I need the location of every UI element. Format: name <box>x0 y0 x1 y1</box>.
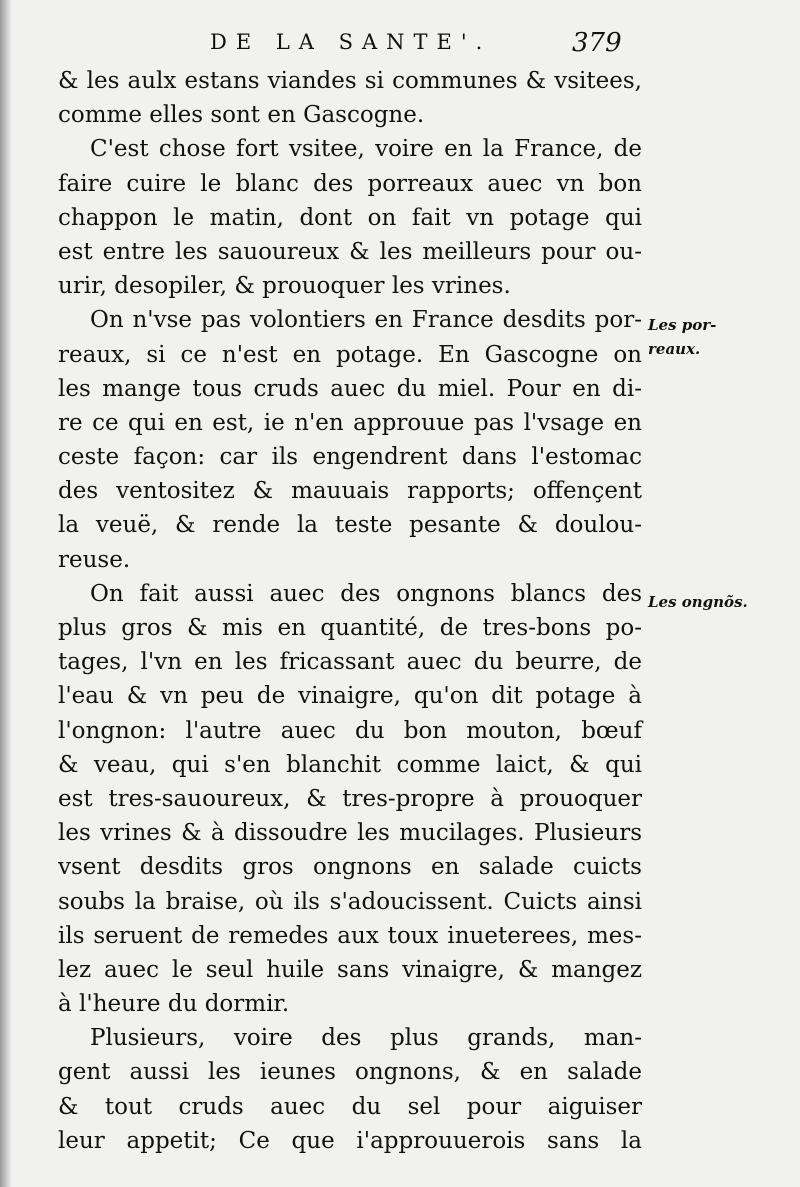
text-line: vsent desdits gros ongnons en salade cuicts <box>58 854 642 881</box>
text-line: leur appetit; Ce que i'approuuerois sans la <box>58 1127 642 1154</box>
text-line: l'ongnon: l'autre auec du bon mouton, bœuf <box>58 717 642 744</box>
text-line: & veau, qui s'en blanchit comme laict, & qui <box>58 751 642 778</box>
text-line: des ventositez & mauuais rapports; offençent <box>58 478 642 505</box>
text-line: est tres-sauoureux, & tres-propre à prouoquer <box>58 785 642 812</box>
body-text <box>58 64 642 1158</box>
text-line: l'eau & vn peu de vinaigre, qu'on dit potage à <box>58 683 642 710</box>
running-title: DE LA SANTE'. <box>210 30 492 54</box>
text-line: les vrines & à dissoudre les mucilages. Plusieurs <box>58 820 642 847</box>
page-gutter-shadow <box>0 0 12 1187</box>
text-line: reuse. <box>58 546 131 573</box>
text-line: lez auec le seul huile sans vinaigre, & mangez <box>58 956 642 983</box>
margin-note <box>648 590 748 614</box>
text-line: On n'vse pas volontiers en France desdits por- <box>90 307 642 334</box>
text-line: faire cuire le blanc des porreaux auec vn bon <box>58 170 642 197</box>
text-line: & tout cruds auec du sel pour aiguiser <box>58 1093 642 1120</box>
text-line: soubs la braise, où ils s'adoucissent. Cuicts ainsi <box>58 888 642 915</box>
margin-note-line: reaux. <box>648 340 701 359</box>
text-line: Plusieurs, voire des plus grands, man- <box>90 1025 642 1052</box>
margin-note <box>648 313 716 361</box>
text-line: C'est chose fort vsitee, voire en la France, de <box>90 136 642 163</box>
text-line: la veuë, & rende la teste pesante & doulou- <box>58 512 642 539</box>
text-line: On fait aussi auec des ongnons blancs des <box>90 580 642 607</box>
text-line: gent aussi les ieunes ongnons, & en salade <box>58 1059 642 1086</box>
text-line: re ce qui en est, ie n'en approuue pas l'vsage en <box>58 409 642 436</box>
text-line: urir, desopiler, & prouoquer les vrines. <box>58 273 511 300</box>
text-line: ils seruent de remedes aux toux inueterees, mes- <box>58 922 642 949</box>
text-line: & les aulx estans viandes si communes & vsitees, <box>58 68 642 94</box>
margin-note-line: Les ongnõs. <box>648 593 748 611</box>
text-line: à l'heure du dormir. <box>58 991 290 1018</box>
text-line: chappon le matin, dont on fait vn potage qui <box>58 204 642 231</box>
text-line: reaux, si ce n'est en potage. En Gascogne on <box>58 341 642 368</box>
margin-note-line: Les por- <box>648 316 717 335</box>
text-line: est entre les sauoureux & les meilleurs pour ou- <box>58 238 642 265</box>
page-number: 379 <box>572 28 622 58</box>
text-line: ceste façon: car ils engendrent dans l'estomac <box>58 444 642 471</box>
text-line: les mange tous cruds auec du miel. Pour en di- <box>58 375 642 402</box>
text-line: tages, l'vn en les fricassant auec du beurre, de <box>58 649 642 676</box>
text-line: plus gros & mis en quantité, de tres-bons po- <box>58 615 642 641</box>
text-line: comme elles sont en Gascogne. <box>58 102 425 129</box>
